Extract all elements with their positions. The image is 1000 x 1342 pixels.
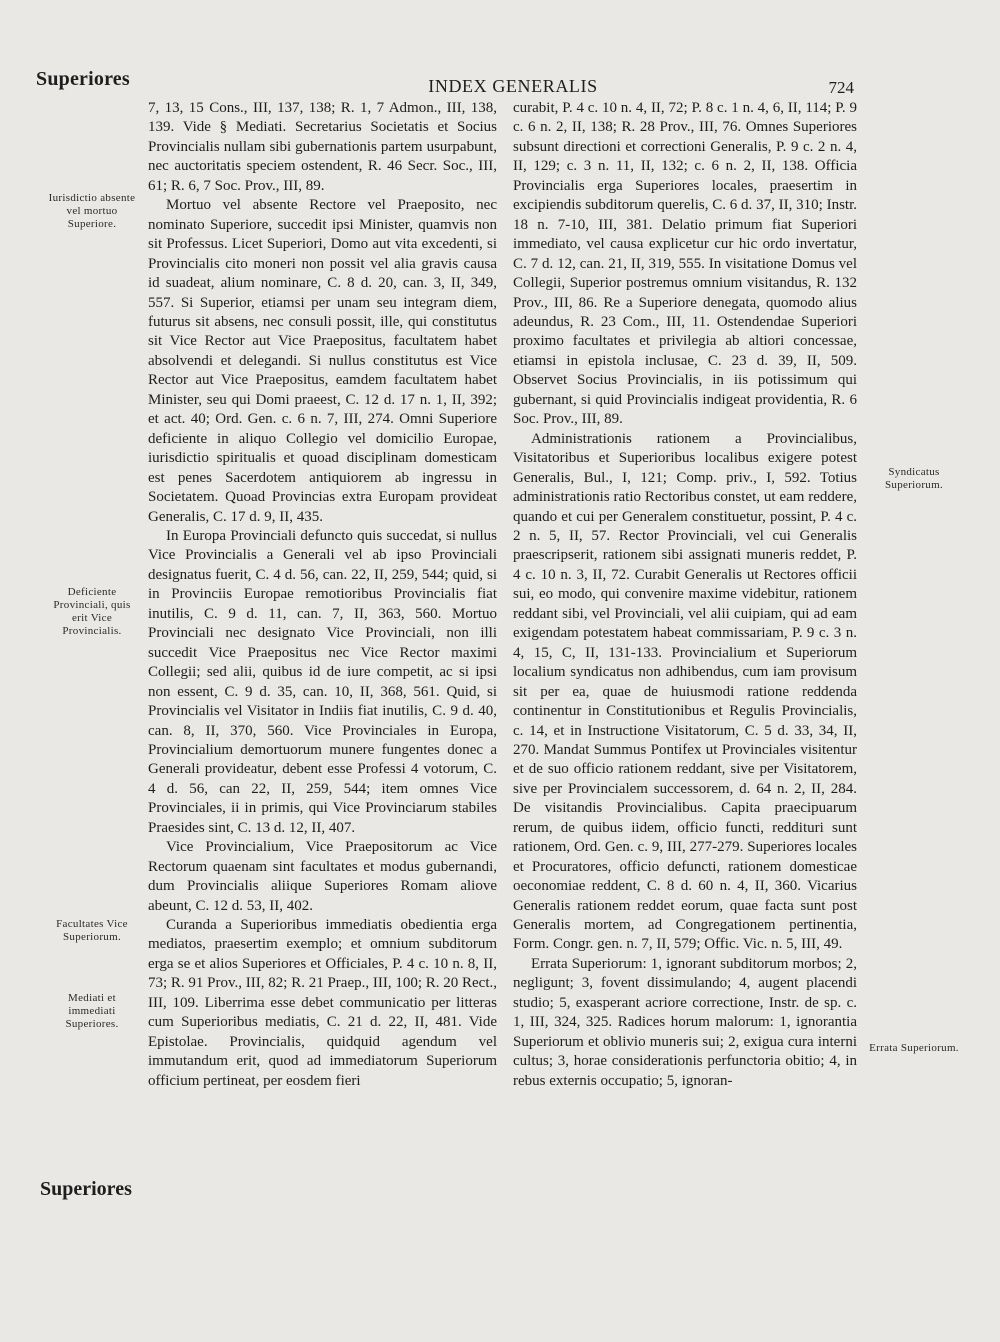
running-head: Superiores xyxy=(36,68,130,90)
catchword: Superiores xyxy=(40,1178,132,1200)
right-column xyxy=(513,99,857,1091)
margin-note-facultates: Facultates Vice Superiorum. xyxy=(56,918,128,943)
paragraph: Mortuo vel absente Rectore vel Praeposito, nec nominato Superiore, succedit ipsi Minister, quamvis non sit Professus. Licet Superiori, Domo aut vita excedenti, si Provincialis cito moneri non possit vel alia gravis causa id suadeat, alium nominare, C. 8 d. 20, can. 3, II, 349, 557. Si Superior, etiamsi per unam seu integram diem, futurus sit absens, nec consuli possit, ille, qui constitutus sit Vice Rector aut Vice Praepositus, facultatem habet absolvendi et delegandi. Si nullus constitutus est Vice Rector aut Vice Praepositus, eamdem facultatem habet Minister, seu qui Domi praeest, C. 12 d. 17 n. 1, II, 392; et act. 40; Ord. Gen. c. 6 n. 7, III, 274. Omni Superiore deficiente in aliquo Collegio vel domicilio Europae, iurisdictio spiritualis et quoad disciplinam domesticam est penes Sacerdotem antiquiorem ab ingressu in Societatem. Quoad Provincias extra Europam provideat Generalis, C. 17 d. 9, II, 435. xyxy=(148,197,497,525)
paragraph: 7, 13, 15 Cons., III, 137, 138; R. 1, 7 Admon., III, 138, 139. Vide § Mediati. Secretarius Societatis et Socius Provincialis nullam sibi gubernationis partem usurpabunt, nec auctoritatis speciem ostendent, R. 46 Secr. Soc., III, 61; R. 6, 7 Soc. Prov., III, 89. xyxy=(148,100,497,194)
paragraph: Administrationis rationem a Provincialibus, Visitatoribus et Superioribus localibus exigere potest Generalis, Bul., I, 121; Comp. priv., I, 592. Totius administrationis ratio Rectoribus constet, ut eam reddere, quando et cui per Generalem constituetur, possint, P. 4 c. 2 n. 5, II, 57. Rector Provinciali, vel cui Generalis praescripserit, rationem sibi assignati muneris reddet, P. 4 c. 10 n. 3, II, 72. Curabit Generalis ut Rectores officii sui, eo modo, qui convenire maxime videbitur, rationem reddant sibi, vel Provinciali, vel alii cuipiam, qui ad eam exigendam potestatem habeat commissariam, P. 9 c. 3 n. 4, 15, C, II, 131-133. Provincialium et Superiorum localium syndicatus non adhibendus, cum iam provisum sit per ea, quae de huiusmodi ratione reddenda continentur in Constitutionibus et Regulis Provincialis, c. 14, et in Instructione Visitatorum, C. 5 d. 33, 34, II, 270. Mandat Summus Pontifex ut Provinciales visitentur et de suo officio rationem reddant, sive per Visitatorem, sive per Provincialem successorem, d. 64 n. 2, II, 284. De visitandis Provincialibus. Capita praecipuarum rerum, de quibus iidem, officio functi, reddituri sunt rationem, Ord. Gen. c. 9, III, 277-279. Superiores locales et Procuratores, officio defuncti, rationem domesticae oeconomiae reddent, C. 8 d. 60 n. 4, II, 360. Vicarius Generalis rationem reddet eorum, quae facta sunt post Generalis mortem, ad Congregationem pertinentia, Form. Congr. gen. n. 7, II, 579; Offic. Vic. n. 5, III, 49. xyxy=(513,430,857,953)
margin-note-deficiente: Deficiente Provinciali, quis erit Vice Provincialis. xyxy=(53,586,131,637)
page-number: 724 xyxy=(828,78,854,97)
page-title: INDEX GENERALIS xyxy=(428,76,598,96)
paragraph: Vice Provincialium, Vice Praepositorum ac Vice Rectorum quaenam sint facultates et modus gubernandi, dum Provincialis aliique Superiores Romam aliove abeunt, C. 12 d. 53, II, 402. xyxy=(148,839,497,914)
paragraph: Curanda a Superioribus immediatis obedientia erga mediatos, praesertim exemplo; et omnium subditorum erga se et alios Superiores et Officiales, P. 4 c. 10 n. 8, II, 73; R. 91 Prov., III, 82; R. 21 Praep., III, 100; R. 20 Rect., III, 109. Liberrima esse debet communicatio per litteras cum Superioribus mediatis, C. 21 d. 22, II, 481. Vide Epistolae. Provincialis, quidquid agendum vel immutandum erit, quod ad immediatorum Superiorum officium pertineat, per eosdem fieri xyxy=(148,917,497,1089)
paragraph: Errata Superiorum: 1, ignorant subditorum morbos; 2, negligunt; 3, fovent dissimulando; 4, augent placendi studio; 5, exasperant acriore correctione, Instr. de sp. c. 1, III, 324, 325. Radices horum malorum: 1, ignorantia Superiorum et oblivio muneris sui; 2, exigua cura interni cultus; 3, horae considerationis perfunctoria obitio; 4, in rebus externis occupatio; 5, ignoran- xyxy=(513,955,857,1089)
margin-note-mediati: Mediati et immediati Superiores. xyxy=(65,992,119,1030)
left-column xyxy=(148,99,497,1091)
margin-note-iurisdictio: Iurisdictio absente vel mortuo Superiore. xyxy=(48,192,136,230)
margin-note-syndicatus: Syndicatus Superiorum. xyxy=(885,466,943,491)
paragraph: In Europa Provinciali defuncto quis succedat, si nullus Vice Provincialis a Generali vel ab ipso Provinciali designatus fuerit, C. 4 d. 56, can. 22, II, 259, 544; quid, si in Provinciis Europae remotioribus Provincialis fiat inutilis, C. 9 d. 11, can. 7, II, 363, 560. Mortuo Provinciali nec designato Vice Provinciali, non illi succedit Vice Praepositus nec Vice Rector maximi Collegii; sed alii, quibus id de iure competit, ac si ipsi non essent, C. 9 d. 35, can. 10, II, 368, 561. Quid, si Provincialis vel Visitator in Indiis fiat inutilis, C. 9 d. 40, can. 8, II, 370, 560. Vice Provinciales in Europa, Provincialium demortuorum munere fungentes donec a Generali provideatur, debent esse Professi 4 votorum, C. 4 d. 56, can 22, II, 259, 544; item omnes Vice Provinciales, ii in primis, qui Vice Provinciarum stabiles Praesides sint, C. 13 d. 12, II, 407. xyxy=(148,527,497,836)
paragraph: curabit, P. 4 c. 10 n. 4, II, 72; P. 8 c. 1 n. 4, 6, II, 114; P. 9 c. 6 n. 2, II, 138; R. 28 Prov., III, 76. Omnes Superiores subsunt directioni et correctioni Generalis, P. 9 c. 2 n. 4, II, 129; c. 3 n. 11, II, 132; c. 6 n. 2, II, 138. Officia Provincialis erga Superiores locales, praesertim in excipiendis subditorum querelis, C. 6 d. 37, II, 310; Instr. 18 n. 7-10, III, 381. Delatio primum fiat Superiori immediato, vel causa explicetur cur hic ordo invertatur, C. 7 d. 12, can. 21, II, 319, 555. In visitatione Domus vel Collegii, Superior postremus omnium visitandus, R. 132 Prov., III, 86. Re a Superiore denegata, quomodo alius adeundus, R. 23 Com., III, 11. Ostendendae Superiori proximo facultates et privilegia ab altiori concessae, etiamsi in epistola inclusae, C. 23 d. 39, II, 509. Observet Socius Provincialis, in iis potissimum qui gubernant, si quid Provincialis indigeat providentia, R. 6 Soc. Prov., III, 89. xyxy=(513,100,857,428)
margin-note-errata: Errata Superiorum. xyxy=(869,1042,959,1054)
